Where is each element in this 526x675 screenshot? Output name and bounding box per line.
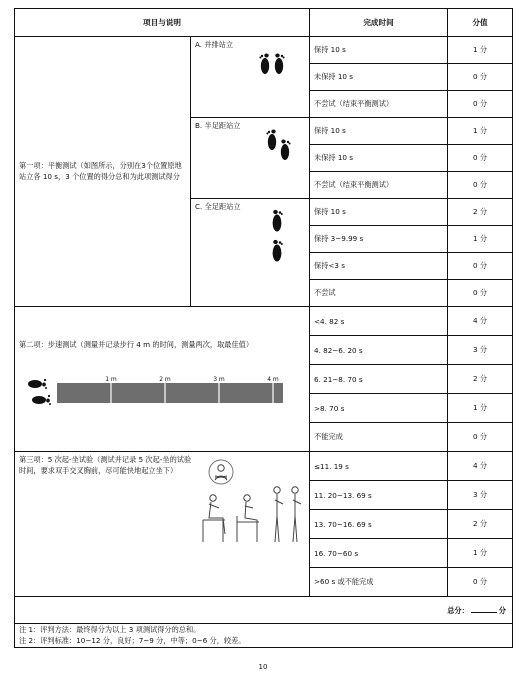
balance-b-score-3: 0 分 bbox=[448, 172, 513, 199]
gait-time-1: <4. 82 s bbox=[310, 307, 448, 336]
balance-group-a-label: A. 并排站立 bbox=[195, 40, 234, 49]
page-number: 10 bbox=[258, 663, 268, 671]
gait-score-5: 0 分 bbox=[448, 423, 513, 452]
balance-group-b bbox=[191, 118, 310, 199]
balance-group-a bbox=[191, 37, 310, 118]
chair-score-4: 1 分 bbox=[448, 539, 513, 568]
balance-group-c-label: C. 全足距站立 bbox=[195, 202, 241, 211]
table-row bbox=[15, 307, 513, 336]
walkway-mark-2m: 2 m bbox=[159, 376, 171, 383]
balance-c-time-4: 不尝试 bbox=[310, 280, 448, 307]
chair-description: 第三项：5 次起-坐试验（测试并记录 5 次起-坐的试验时间，要求双手交叉胸前，尽可能快地起立坐下） bbox=[19, 455, 192, 475]
balance-a-score-3: 0 分 bbox=[448, 91, 513, 118]
chair-score-1: 4 分 bbox=[448, 452, 513, 481]
balance-c-time-3: 保持<3 s bbox=[310, 253, 448, 280]
balance-c-time-1: 保持 10 s bbox=[310, 199, 448, 226]
walkway-mark-3m: 3 m bbox=[213, 376, 225, 383]
balance-b-time-1: 保持 10 s bbox=[310, 118, 448, 145]
header-item: 项目与说明 bbox=[15, 9, 310, 37]
table-row bbox=[15, 37, 513, 64]
chair-score-5: 0 分 bbox=[448, 568, 513, 597]
side-by-side-feet-icon bbox=[257, 49, 289, 77]
gait-score-4: 1 分 bbox=[448, 394, 513, 423]
gait-time-5: 不能完成 bbox=[310, 423, 448, 452]
balance-description: 第一项：平衡测试（如图所示，分别在3个位置原地站立各 10 s，3 个位置的得分总和为此项测试得分 bbox=[15, 37, 191, 307]
header-score: 分值 bbox=[448, 9, 513, 37]
chair-time-4: 16. 70~60 s bbox=[310, 539, 448, 568]
balance-b-score-2: 0 分 bbox=[448, 145, 513, 172]
chair-time-3: 13. 70~16. 69 s bbox=[310, 510, 448, 539]
gait-time-4: >8. 70 s bbox=[310, 394, 448, 423]
chair-cell bbox=[15, 452, 310, 597]
chair-time-5: >60 s 或不能完成 bbox=[310, 568, 448, 597]
header-time: 完成时间 bbox=[310, 9, 448, 37]
sppb-table-sheet bbox=[14, 8, 512, 648]
gait-description: 第二项：步速测试（测量并记录步行 4 m 的时间，测量两次，取最佳值） bbox=[19, 340, 254, 349]
balance-c-score-4: 0 分 bbox=[448, 280, 513, 307]
total-cell bbox=[15, 597, 513, 624]
walkway-mark-4m: 4 m bbox=[267, 376, 279, 383]
gait-time-2: 4. 82~6. 20 s bbox=[310, 336, 448, 365]
walkway-bar bbox=[57, 383, 283, 403]
table-row bbox=[15, 452, 513, 481]
walkway-diagram bbox=[25, 375, 287, 415]
chair-score-2: 3 分 bbox=[448, 481, 513, 510]
walkway-mark-1m: 1 m bbox=[105, 376, 117, 383]
balance-a-time-3: 不尝试（结束平衡测试） bbox=[310, 91, 448, 118]
gait-score-2: 3 分 bbox=[448, 336, 513, 365]
balance-group-c bbox=[191, 199, 310, 307]
notes-row bbox=[15, 624, 513, 648]
sppb-table bbox=[14, 8, 513, 648]
tandem-feet-icon bbox=[265, 203, 289, 269]
balance-b-time-2: 未保持 10 s bbox=[310, 145, 448, 172]
balance-b-time-3: 不尝试（结束平衡测试） bbox=[310, 172, 448, 199]
gait-score-1: 4 分 bbox=[448, 307, 513, 336]
balance-a-time-2: 未保持 10 s bbox=[310, 64, 448, 91]
chair-time-2: 11. 20~13. 69 s bbox=[310, 481, 448, 510]
semi-tandem-feet-icon bbox=[263, 124, 297, 164]
total-suffix: 分 bbox=[498, 606, 506, 615]
chair-time-1: ≤11. 19 s bbox=[310, 452, 448, 481]
chair-stand-illustration bbox=[195, 458, 307, 546]
balance-a-score-2: 0 分 bbox=[448, 64, 513, 91]
total-row bbox=[15, 597, 513, 624]
balance-group-b-label: B. 半足距站立 bbox=[195, 121, 241, 130]
balance-a-time-1: 保持 10 s bbox=[310, 37, 448, 64]
balance-c-score-3: 0 分 bbox=[448, 253, 513, 280]
note-1: 注 1：评判方法：最终得分为以上 3 项测试得分的总和。 bbox=[19, 625, 201, 634]
chair-score-3: 2 分 bbox=[448, 510, 513, 539]
total-blank bbox=[471, 604, 497, 613]
balance-c-score-1: 2 分 bbox=[448, 199, 513, 226]
table-header-row bbox=[15, 9, 513, 37]
gait-time-3: 6. 21~8. 70 s bbox=[310, 365, 448, 394]
walking-feet-icon bbox=[28, 379, 51, 405]
balance-c-score-2: 1 分 bbox=[448, 226, 513, 253]
notes-cell bbox=[15, 624, 513, 648]
gait-cell bbox=[15, 307, 310, 452]
balance-a-score-1: 1 分 bbox=[448, 37, 513, 64]
balance-c-time-2: 保持 3~9.99 s bbox=[310, 226, 448, 253]
balance-b-score-1: 1 分 bbox=[448, 118, 513, 145]
note-2: 注 2：评判标准：10~12 分，良好；7~9 分，中等；0~6 分，较差。 bbox=[19, 635, 246, 645]
total-prefix: 总分： bbox=[447, 606, 469, 615]
gait-score-3: 2 分 bbox=[448, 365, 513, 394]
